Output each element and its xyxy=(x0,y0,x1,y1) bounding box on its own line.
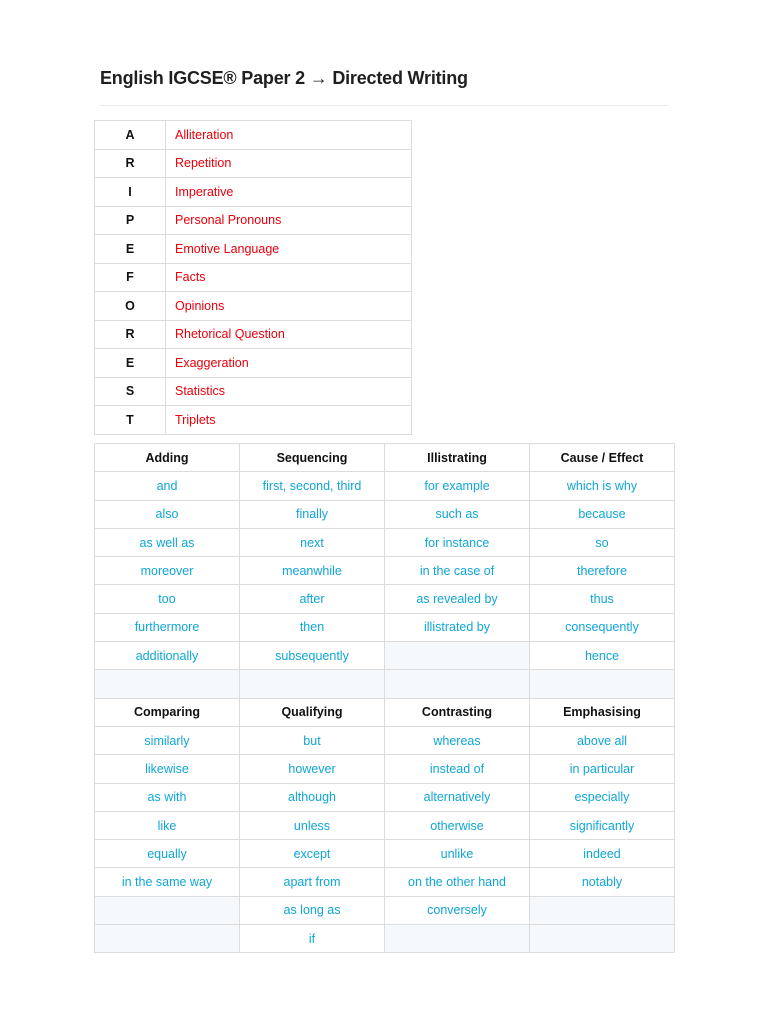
connective-cell: finally xyxy=(240,500,385,528)
connective-cell: if xyxy=(240,925,385,953)
empty-cell xyxy=(95,896,240,924)
connective-cell: next xyxy=(240,528,385,556)
afforest-device: Personal Pronouns xyxy=(166,206,412,235)
column-header: Emphasising xyxy=(530,698,675,726)
connective-cell: also xyxy=(95,500,240,528)
afforest-device: Triplets xyxy=(166,406,412,435)
afforest-letter: F xyxy=(95,263,166,292)
connective-cell: equally xyxy=(95,840,240,868)
afforest-letter: O xyxy=(95,292,166,321)
connective-cell: consequently xyxy=(530,613,675,641)
afforest-device: Alliteration xyxy=(166,121,412,150)
connective-cell: meanwhile xyxy=(240,557,385,585)
column-header: Contrasting xyxy=(385,698,530,726)
table-row xyxy=(95,783,675,811)
connective-cell: indeed xyxy=(530,840,675,868)
table-row xyxy=(95,925,675,953)
connectives-header-row xyxy=(95,444,675,472)
connective-cell: too xyxy=(95,585,240,613)
afforest-device: Facts xyxy=(166,263,412,292)
page-title: English IGCSE® Paper 2 → Directed Writing xyxy=(100,68,468,88)
connective-cell: for example xyxy=(385,472,530,500)
column-header: Adding xyxy=(95,444,240,472)
connective-cell: so xyxy=(530,528,675,556)
connective-cell: whereas xyxy=(385,726,530,754)
connective-cell: instead of xyxy=(385,755,530,783)
connective-cell: which is why xyxy=(530,472,675,500)
connective-cell: moreover xyxy=(95,557,240,585)
table-row xyxy=(95,585,675,613)
column-header: Cause / Effect xyxy=(530,444,675,472)
column-header: Illistrating xyxy=(385,444,530,472)
afforest-device: Statistics xyxy=(166,377,412,406)
connective-cell: illistrated by xyxy=(385,613,530,641)
afforest-device: Exaggeration xyxy=(166,349,412,378)
connective-cell: apart from xyxy=(240,868,385,896)
connective-cell: after xyxy=(240,585,385,613)
afforest-letter: T xyxy=(95,406,166,435)
connective-cell: for instance xyxy=(385,528,530,556)
afforest-letter: E xyxy=(95,349,166,378)
afforest-letter: A xyxy=(95,121,166,150)
connective-cell: above all xyxy=(530,726,675,754)
afforest-device: Emotive Language xyxy=(166,235,412,264)
afforest-device: Repetition xyxy=(166,149,412,178)
table-row xyxy=(95,528,675,556)
table-row xyxy=(95,896,675,924)
afforest-row xyxy=(95,377,412,406)
connective-cell: in the same way xyxy=(95,868,240,896)
connective-cell: and xyxy=(95,472,240,500)
empty-cell xyxy=(530,896,675,924)
table-row xyxy=(95,811,675,839)
connective-cell: because xyxy=(530,500,675,528)
afforest-device: Imperative xyxy=(166,178,412,207)
afforest-row xyxy=(95,206,412,235)
connective-cell: however xyxy=(240,755,385,783)
connective-cell: but xyxy=(240,726,385,754)
afforest-row xyxy=(95,320,412,349)
connective-cell: alternatively xyxy=(385,783,530,811)
afforest-row xyxy=(95,149,412,178)
empty-cell xyxy=(95,670,240,698)
connective-cell: similarly xyxy=(95,726,240,754)
connective-cell: first, second, third xyxy=(240,472,385,500)
table-row xyxy=(95,642,675,670)
table-row xyxy=(95,840,675,868)
connective-cell: otherwise xyxy=(385,811,530,839)
connective-cell: therefore xyxy=(530,557,675,585)
afforest-row xyxy=(95,263,412,292)
afforest-device: Opinions xyxy=(166,292,412,321)
connective-cell: as long as xyxy=(240,896,385,924)
afforest-row xyxy=(95,235,412,264)
empty-cell xyxy=(385,642,530,670)
afforest-row xyxy=(95,292,412,321)
afforest-row xyxy=(95,349,412,378)
afforest-letter: R xyxy=(95,149,166,178)
connective-cell: then xyxy=(240,613,385,641)
afforest-letter: P xyxy=(95,206,166,235)
afforest-table xyxy=(94,120,412,435)
table-row xyxy=(95,755,675,783)
table-row xyxy=(95,868,675,896)
connective-cell: significantly xyxy=(530,811,675,839)
connective-cell: although xyxy=(240,783,385,811)
connective-cell: in the case of xyxy=(385,557,530,585)
connective-cell: likewise xyxy=(95,755,240,783)
empty-cell xyxy=(385,925,530,953)
connective-cell: conversely xyxy=(385,896,530,924)
empty-cell xyxy=(385,670,530,698)
empty-cell xyxy=(240,670,385,698)
connective-cell: except xyxy=(240,840,385,868)
connective-cell: especially xyxy=(530,783,675,811)
table-row xyxy=(95,500,675,528)
afforest-letter: I xyxy=(95,178,166,207)
connectives-table xyxy=(94,443,675,953)
column-header: Qualifying xyxy=(240,698,385,726)
connective-cell: unlike xyxy=(385,840,530,868)
empty-cell xyxy=(530,925,675,953)
afforest-device: Rhetorical Question xyxy=(166,320,412,349)
connective-cell: subsequently xyxy=(240,642,385,670)
afforest-row xyxy=(95,121,412,150)
column-header: Comparing xyxy=(95,698,240,726)
table-row xyxy=(95,613,675,641)
table-row xyxy=(95,472,675,500)
afforest-row xyxy=(95,406,412,435)
connective-cell: furthermore xyxy=(95,613,240,641)
empty-cell xyxy=(530,670,675,698)
connective-cell: as with xyxy=(95,783,240,811)
connective-cell: as revealed by xyxy=(385,585,530,613)
connective-cell: thus xyxy=(530,585,675,613)
afforest-row xyxy=(95,178,412,207)
connective-cell: like xyxy=(95,811,240,839)
connective-cell: such as xyxy=(385,500,530,528)
table-row xyxy=(95,557,675,585)
column-header: Sequencing xyxy=(240,444,385,472)
connective-cell: as well as xyxy=(95,528,240,556)
connective-cell: notably xyxy=(530,868,675,896)
table-row xyxy=(95,726,675,754)
spacer-row xyxy=(95,670,675,698)
connectives-header-row xyxy=(95,698,675,726)
connective-cell: additionally xyxy=(95,642,240,670)
connective-cell: unless xyxy=(240,811,385,839)
title-divider xyxy=(100,105,668,106)
connective-cell: hence xyxy=(530,642,675,670)
connective-cell: on the other hand xyxy=(385,868,530,896)
afforest-letter: E xyxy=(95,235,166,264)
afforest-letter: S xyxy=(95,377,166,406)
empty-cell xyxy=(95,925,240,953)
afforest-letter: R xyxy=(95,320,166,349)
connective-cell: in particular xyxy=(530,755,675,783)
